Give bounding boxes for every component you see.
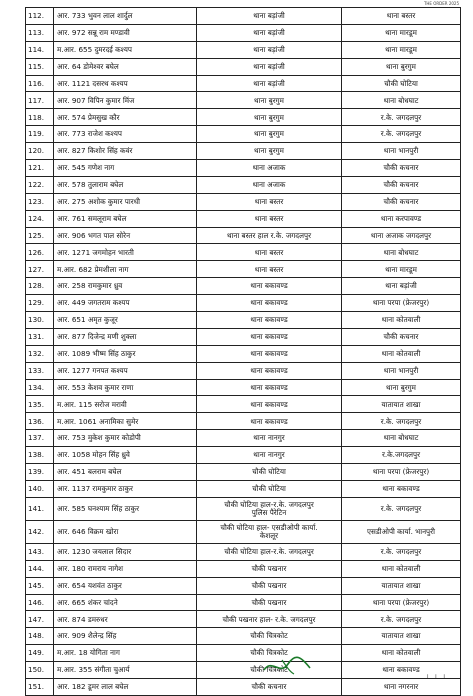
serial-number: 150. (26, 662, 54, 679)
table-row (26, 645, 461, 662)
current-posting: थाना बुरगुम (197, 109, 342, 126)
serial-number: 117. (26, 92, 54, 109)
new-posting: थाना भानपुरी (342, 143, 461, 160)
employee-name: आर. 1277 गनपत कश्यप (54, 362, 197, 379)
new-posting: र.के.जगदलपुर (342, 447, 461, 464)
current-posting: चौकी घोटिया हाल-र.के. जगदलपुर (197, 543, 342, 560)
new-posting: थाना बुरगुम (342, 379, 461, 396)
table-row (26, 193, 461, 210)
current-posting: थाना बड़ांजी (197, 41, 342, 58)
new-posting: थाना बस्तर (342, 8, 461, 25)
new-posting: चौकी घोटिया (342, 75, 461, 92)
employee-name: आर. 585 घनश्याम सिंह ठाकुर (54, 497, 197, 520)
table-row (26, 396, 461, 413)
serial-number: 128. (26, 278, 54, 295)
serial-number: 125. (26, 227, 54, 244)
new-posting: थाना कोतवाली (342, 345, 461, 362)
current-posting: थाना बड़ांजी (197, 75, 342, 92)
current-posting: थाना बस्तर (197, 261, 342, 278)
current-posting: थाना बकावण्ड (197, 345, 342, 362)
new-posting: एसडीओपी कार्या. भानपुरी (342, 520, 461, 543)
employee-name: आर. 753 मुकेश कुमार कोडोपी (54, 430, 197, 447)
table-row (26, 8, 461, 25)
new-posting: र.के. जगदलपुर (342, 611, 461, 628)
employee-name: आर. 545 गणेश नाग (54, 160, 197, 177)
serial-number: 120. (26, 143, 54, 160)
employee-name: आर. 773 राजेश कश्यप (54, 126, 197, 143)
employee-name: आर. 646 विक्रम खोरा (54, 520, 197, 543)
table-row (26, 176, 461, 193)
serial-number: 146. (26, 594, 54, 611)
table-row (26, 611, 461, 628)
employee-name: आर. 1230 जयलाल सिदार (54, 543, 197, 560)
table-row (26, 295, 461, 312)
serial-number: 138. (26, 447, 54, 464)
serial-number: 143. (26, 543, 54, 560)
current-posting-line: चौकी घोटिया हाल-र.के. जगदलपुर (224, 500, 314, 510)
new-posting: थाना बोधघाट (342, 92, 461, 109)
transfer-list-document (25, 7, 457, 696)
new-posting: थाना भानपुरी (342, 362, 461, 379)
new-posting: थाना कोतवाली (342, 312, 461, 329)
employee-name: आर. 451 बलराम बघेल (54, 464, 197, 481)
employee-name: म.आर. 1061 अनामिका सुमेर (54, 413, 197, 430)
table-row (26, 662, 461, 679)
new-posting: थाना नगरनार (342, 678, 461, 695)
employee-name: आर. 651 अमृत कुजूर (54, 312, 197, 329)
table-row (26, 577, 461, 594)
serial-number: 141. (26, 497, 54, 520)
table-row (26, 109, 461, 126)
employee-name: आर. 553 केशव कुमार राणा (54, 379, 197, 396)
new-posting: र.के. जगदलपुर (342, 497, 461, 520)
serial-number: 151. (26, 678, 54, 695)
table-row (26, 678, 461, 695)
current-posting-line: पुलिस पैरेटिन (251, 507, 287, 517)
table-row (26, 92, 461, 109)
employee-name: आर. 1137 रामकुमार ठाकुर (54, 480, 197, 497)
employee-name: आर. 827 किशोर सिंह कवंर (54, 143, 197, 160)
employee-name: आर. 578 तुलाराम बघेल (54, 176, 197, 193)
new-posting: चौकी कचनार (342, 193, 461, 210)
table-row (26, 312, 461, 329)
employee-name: म.आर. 18 योगिता नाग (54, 645, 197, 662)
signature-mark (258, 654, 318, 678)
current-posting: थाना बकावण्ड (197, 312, 342, 329)
table-row (26, 210, 461, 227)
current-posting: थाना बकावण्ड (197, 396, 342, 413)
employee-name: आर. 574 प्रेमसुख कौर (54, 109, 197, 126)
table-row (26, 75, 461, 92)
table-row (26, 628, 461, 645)
current-posting: थाना बकावण्ड (197, 362, 342, 379)
serial-number: 115. (26, 58, 54, 75)
new-posting: थाना मारडूम (342, 261, 461, 278)
new-posting: यातायात शाखा (342, 628, 461, 645)
employee-name: आर. 1121 दसरथ कश्यप (54, 75, 197, 92)
employee-name: आर. 906 भगत पाल सोरेन (54, 227, 197, 244)
current-posting-line: चौकी घोटिया हाल- एसडीओपी कार्या. (220, 523, 318, 533)
current-posting: थाना बकावण्ड (197, 328, 342, 345)
table-row (26, 430, 461, 447)
serial-number: 127. (26, 261, 54, 278)
table-row (26, 413, 461, 430)
employee-name: आर. 258 रामकुमार ध्रुव (54, 278, 197, 295)
table-row (26, 126, 461, 143)
table-row (26, 41, 461, 58)
current-posting: थाना बड़ांजी (197, 58, 342, 75)
employee-name: आर. 665 शंकर चांदने (54, 594, 197, 611)
transfer-table (25, 7, 461, 696)
transfer-table-body (26, 8, 461, 696)
serial-number: 122. (26, 176, 54, 193)
serial-number: 121. (26, 160, 54, 177)
new-posting: थाना मारडूम (342, 41, 461, 58)
current-posting: चौकी पखनार हाल- र.के. जगदलपुर (197, 611, 342, 628)
header-note: THE ORDER 2025 (423, 1, 459, 6)
new-posting: थाना कोतवाली (342, 645, 461, 662)
current-posting: थाना नानगुर (197, 430, 342, 447)
table-row (26, 464, 461, 481)
table-row (26, 58, 461, 75)
serial-number: 135. (26, 396, 54, 413)
serial-number: 149. (26, 645, 54, 662)
new-posting: थाना करपावण्ड (342, 210, 461, 227)
table-row (26, 24, 461, 41)
serial-number: 140. (26, 480, 54, 497)
current-posting (197, 520, 342, 543)
new-posting: चौकी कचनार (342, 176, 461, 193)
current-posting: थाना नानगुर (197, 447, 342, 464)
current-posting: चौकी घोटिया (197, 464, 342, 481)
new-posting: थाना बुरगुम (342, 58, 461, 75)
table-row (26, 480, 461, 497)
current-posting: थाना बस्तर (197, 244, 342, 261)
table-row (26, 543, 461, 560)
table-row (26, 345, 461, 362)
serial-number: 112. (26, 8, 54, 25)
current-posting: थाना बुरगुम (197, 92, 342, 109)
employee-name: आर. 275 अशोक कुमार पारधी (54, 193, 197, 210)
employee-name: आर. 909 शैलेन्द्र सिंह (54, 628, 197, 645)
current-posting (197, 497, 342, 520)
new-posting: चौकी कचनार (342, 328, 461, 345)
serial-number: 136. (26, 413, 54, 430)
current-posting: थाना बकावण्ड (197, 413, 342, 430)
table-row (26, 244, 461, 261)
serial-number: 147. (26, 611, 54, 628)
new-posting: यातायात शाखा (342, 396, 461, 413)
serial-number: 118. (26, 109, 54, 126)
employee-name: आर. 874 डमरुधर (54, 611, 197, 628)
employee-name: आर. 972 सन्नू राम मण्डावी (54, 24, 197, 41)
employee-name: म.आर. 682 प्रेमशीला नाग (54, 261, 197, 278)
serial-number: 132. (26, 345, 54, 362)
current-posting: चौकी चित्रकोट (197, 662, 342, 679)
current-posting: थाना बकावण्ड (197, 278, 342, 295)
employee-name: आर. 1089 भीष्म सिंह ठाकुर (54, 345, 197, 362)
new-posting: थाना बकावण्ड (342, 662, 461, 679)
table-row (26, 278, 461, 295)
current-posting: चौकी चित्रकोट (197, 645, 342, 662)
new-posting: थाना बकावण्ड (342, 480, 461, 497)
new-posting: थाना बोधघाट (342, 430, 461, 447)
new-posting: थाना परपा (फ्रेजरपुर) (342, 594, 461, 611)
current-posting: चौकी घोटिया (197, 480, 342, 497)
current-posting: चौकी पखनार (197, 577, 342, 594)
table-row (26, 261, 461, 278)
new-posting: थाना परपा (फ्रेजरपुर) (342, 295, 461, 312)
current-posting: थाना बुरगुम (197, 143, 342, 160)
serial-number: 145. (26, 577, 54, 594)
table-row (26, 379, 461, 396)
serial-number: 129. (26, 295, 54, 312)
new-posting: थाना बड़ांजी (342, 278, 461, 295)
serial-number: 116. (26, 75, 54, 92)
employee-name: आर. 733 भुवन लाल शार्दुल (54, 8, 197, 25)
employee-name: आर. 1058 मोहन सिंह ध्रुवे (54, 447, 197, 464)
current-posting: चौकी पखनार (197, 560, 342, 577)
current-posting: थाना बुरगुम (197, 126, 342, 143)
serial-number: 114. (26, 41, 54, 58)
employee-name: आर. 182 डूमर लाल बघेल (54, 678, 197, 695)
current-posting: चौकी पखनार (197, 594, 342, 611)
current-posting: थाना अजाक (197, 160, 342, 177)
new-posting: र.के. जगदलपुर (342, 109, 461, 126)
new-posting: र.के. जगदलपुर (342, 126, 461, 143)
current-posting: थाना बस्तर (197, 210, 342, 227)
footer-marks: । । । (426, 673, 447, 680)
new-posting: थाना अजाक जगदलपुर (342, 227, 461, 244)
serial-number: 126. (26, 244, 54, 261)
new-posting: चौकी कचनार (342, 160, 461, 177)
employee-name: म.आर. 655 दुमरदई कश्यप (54, 41, 197, 58)
current-posting: थाना अजाक (197, 176, 342, 193)
serial-number: 133. (26, 362, 54, 379)
current-posting: थाना बड़ांजी (197, 8, 342, 25)
serial-number: 142. (26, 520, 54, 543)
employee-name: आर. 907 विपिन कुमार मिंज (54, 92, 197, 109)
employee-name: म.आर. 115 सरोज मरावी (54, 396, 197, 413)
new-posting: थाना बोधघाट (342, 244, 461, 261)
new-posting: थाना कोतवाली (342, 560, 461, 577)
table-row (26, 560, 461, 577)
new-posting: यातायात शाखा (342, 577, 461, 594)
serial-number: 139. (26, 464, 54, 481)
new-posting: थाना परपा (फ्रेजरपुर) (342, 464, 461, 481)
table-row (26, 362, 461, 379)
current-posting: चौकी चित्रकोट (197, 628, 342, 645)
serial-number: 123. (26, 193, 54, 210)
serial-number: 131. (26, 328, 54, 345)
serial-number: 144. (26, 560, 54, 577)
current-posting: थाना बकावण्ड (197, 295, 342, 312)
employee-name: आर. 877 दिजेन्द्र मणी शुक्ला (54, 328, 197, 345)
employee-name: आर. 654 यशवंत ठाकुर (54, 577, 197, 594)
table-row (26, 497, 461, 520)
table-row (26, 227, 461, 244)
employee-name: आर. 180 रामराय नागेश (54, 560, 197, 577)
employee-name: आर. 64 डोमेश्वर बघेल (54, 58, 197, 75)
serial-number: 148. (26, 628, 54, 645)
current-posting-line: केशलूर (259, 530, 279, 540)
table-row (26, 328, 461, 345)
current-posting: चौकी कचनार (197, 678, 342, 695)
new-posting: र.के. जगदलपुर (342, 413, 461, 430)
table-row (26, 447, 461, 464)
employee-name: आर. 449 जगतराम कश्यप (54, 295, 197, 312)
serial-number: 124. (26, 210, 54, 227)
current-posting: थाना बकावण्ड (197, 379, 342, 396)
serial-number: 137. (26, 430, 54, 447)
employee-name: आर. 1271 जगमोहन भारती (54, 244, 197, 261)
table-row (26, 160, 461, 177)
serial-number: 130. (26, 312, 54, 329)
new-posting: थाना मारडूम (342, 24, 461, 41)
current-posting: थाना बस्तर (197, 193, 342, 210)
table-row (26, 520, 461, 543)
table-row (26, 143, 461, 160)
serial-number: 113. (26, 24, 54, 41)
table-row (26, 594, 461, 611)
employee-name: म.आर. 355 संगीता चुआर्य (54, 662, 197, 679)
employee-name: आर. 761 समलूराम बघेल (54, 210, 197, 227)
new-posting: र.के. जगदलपुर (342, 543, 461, 560)
serial-number: 119. (26, 126, 54, 143)
serial-number: 134. (26, 379, 54, 396)
current-posting: थाना बड़ांजी (197, 24, 342, 41)
current-posting: थाना बस्तर हाल र.के. जगदलपुर (197, 227, 342, 244)
